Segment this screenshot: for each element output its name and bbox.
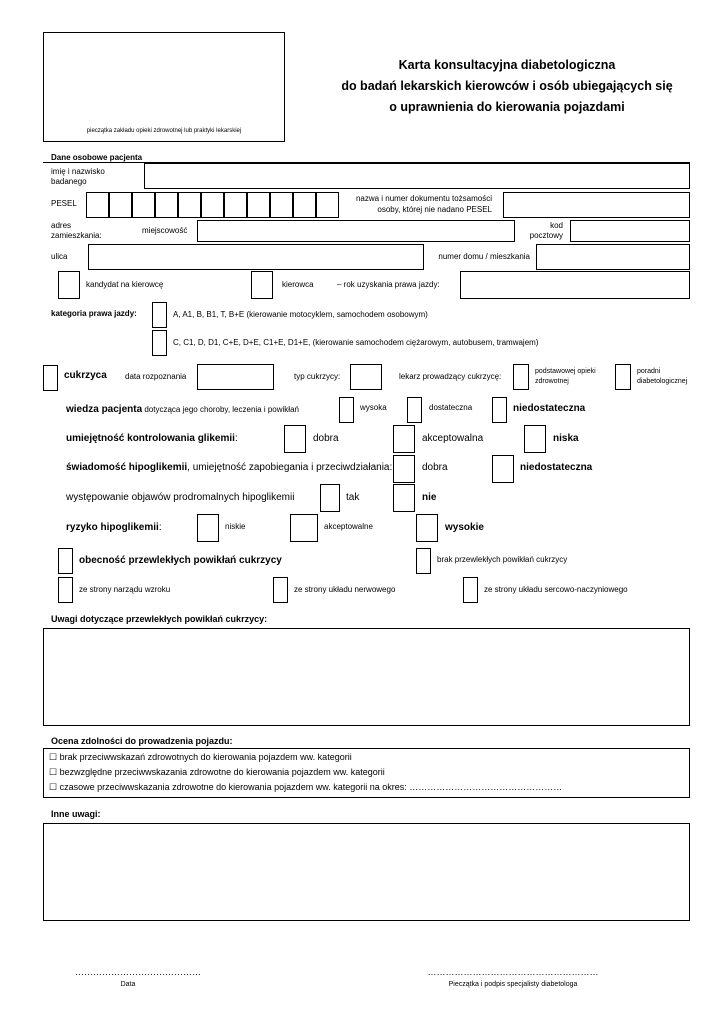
eye-label: ze strony narządu wzroku: [79, 585, 171, 594]
postal-code-field[interactable]: [570, 220, 690, 242]
driver-checkbox[interactable]: [251, 271, 273, 299]
document-label: nazwa i numer dokumentu tożsamości: [355, 194, 492, 203]
clinic-label: poradni: [637, 368, 661, 375]
house-number-field[interactable]: [536, 244, 690, 270]
license-year-field[interactable]: [460, 271, 690, 299]
glycemia-acceptable-checkbox[interactable]: [393, 425, 415, 453]
hypoglycemia-awareness-bold: świadomość hipoglikemii: [66, 462, 188, 473]
form-title-line3: o uprawnienia do kierowania pojazdami: [389, 100, 625, 114]
house-label: numer domu / mieszkania: [438, 252, 530, 261]
postal-label: kod: [550, 221, 563, 230]
cardio-label: ze strony układu sercowo-naczyniowego: [484, 585, 628, 594]
knowledge-insufficient-checkbox[interactable]: [492, 397, 507, 423]
street-field[interactable]: [88, 244, 424, 270]
pesel-digit[interactable]: [109, 192, 132, 218]
risk-low-label: niskie: [225, 522, 246, 531]
eye-checkbox[interactable]: [58, 577, 73, 603]
date-label: Data: [120, 981, 136, 988]
risk-low-checkbox[interactable]: [197, 514, 219, 542]
city-field[interactable]: [197, 220, 515, 242]
stamp-area: [43, 32, 285, 142]
category-group2-label: C, C1, D, D1, C+E, D+E, C1+E, D1+E, (kierowanie samochodem ciężarowym, autobusem, tramwajem): [173, 338, 539, 347]
knowledge-label-bold: wiedza pacjenta: [66, 404, 143, 415]
symptoms-yes-checkbox[interactable]: [320, 484, 340, 512]
other-remarks-title: Inne uwagi:: [51, 809, 101, 819]
risk-acceptable-label: akceptowalne: [324, 522, 373, 531]
document-field[interactable]: [503, 192, 690, 218]
hypoglycemia-risk-bold: ryzyko hipoglikemii: [66, 522, 159, 533]
diagnosis-date-field[interactable]: [197, 364, 274, 390]
treating-doctor-label: lekarz prowadzący cukrzycę:: [399, 372, 502, 381]
pesel-digit[interactable]: [247, 192, 270, 218]
postal-label-2: pocztowy: [529, 231, 563, 240]
primary-care-label: podstawowej opieki: [535, 368, 596, 375]
name-field[interactable]: [144, 163, 690, 189]
knowledge-label: [66, 405, 299, 415]
complications-remarks-title: Uwagi dotyczące przewlekłych powikłań cukrzycy:: [51, 614, 268, 624]
glycemia-low-label: niska: [553, 433, 579, 444]
ability-option-absolute-contraindications[interactable]: ☐ bezwzględne przeciwwskazania zdrowotne do kierowania pojazdem ww. kategorii: [49, 767, 385, 777]
glycemia-label-rest: :: [234, 433, 238, 444]
diabetes-checkbox[interactable]: [43, 365, 58, 391]
risk-high-label: wysokie: [445, 522, 484, 533]
license-category-label: kategoria prawa jazdy:: [51, 309, 137, 318]
primary-care-label-2: zdrowotnej: [535, 378, 569, 385]
category-group1-checkbox[interactable]: [152, 302, 167, 328]
glycemia-low-checkbox[interactable]: [524, 425, 546, 453]
glycemia-label-bold: umiejętność kontrolowania glikemii: [66, 433, 235, 444]
city-label: miejscowość: [142, 226, 188, 235]
hypoglycemia-risk-label: [66, 523, 162, 533]
candidate-label: kandydat na kierowcę: [86, 280, 164, 289]
hypoglycemia-awareness-rest: , umiejętność zapobiegania i przeciwdziałania:: [187, 462, 393, 473]
category-group2-checkbox[interactable]: [152, 330, 167, 356]
form-title-line1: Karta konsultacyjna diabetologiczna: [398, 58, 616, 72]
diagnosis-date-label: data rozpoznania: [125, 372, 187, 381]
document-label-2: osoby, której nie nadano PESEL: [377, 205, 492, 214]
clinic-label-2: diabetologicznej: [637, 378, 688, 385]
pesel-digit[interactable]: [270, 192, 293, 218]
diabetes-type-label: typ cukrzycy:: [294, 372, 341, 381]
primary-care-checkbox[interactable]: [513, 364, 529, 390]
knowledge-insufficient-label: niedostateczna: [513, 403, 586, 414]
personal-section-title: Dane osobowe pacjenta: [51, 153, 143, 162]
diabetes-type-field[interactable]: [350, 364, 382, 390]
ability-option-temporary-contraindications[interactable]: ☐ czasowe przeciwwskazania zdrowotne do kierowania pojazdem ww. kategorii na okres: ……………………………………………: [49, 782, 563, 792]
pesel-digit[interactable]: [178, 192, 201, 218]
cardio-checkbox[interactable]: [463, 577, 478, 603]
complications-remarks-field[interactable]: [43, 628, 690, 726]
hypoglycemia-risk-rest: :: [158, 522, 162, 533]
specialist-signature-line[interactable]: …………………………………………………: [427, 967, 599, 977]
awareness-insufficient-checkbox[interactable]: [492, 455, 514, 483]
address-label-2: zamieszkania:: [51, 231, 102, 240]
address-label: adres: [51, 221, 72, 230]
complications-present-checkbox[interactable]: [58, 548, 73, 574]
prodromal-symptoms-label: występowanie objawów prodromalnych hipoglikemii: [66, 492, 295, 503]
category-group1-label: A, A1, B, B1, T, B+E (kierowanie motocyklem, samochodem osobowym): [173, 310, 428, 319]
complications-absent-checkbox[interactable]: [416, 548, 431, 574]
stamp-caption: pieczątka zakładu opieki zdrowotnej lub praktyki lekarskiej: [86, 128, 242, 134]
driver-label: kierowca: [282, 280, 314, 289]
symptoms-no-checkbox[interactable]: [393, 484, 415, 512]
knowledge-high-label: wysoka: [360, 403, 387, 412]
complications-present-label: obecność przewlekłych powikłań cukrzycy: [79, 555, 282, 566]
awareness-insufficient-label: niedostateczna: [520, 462, 593, 473]
knowledge-sufficient-checkbox[interactable]: [407, 397, 422, 423]
symptoms-yes-label: tak: [346, 492, 360, 503]
pesel-digit[interactable]: [224, 192, 247, 218]
diabetes-label: cukrzyca: [64, 370, 107, 381]
risk-high-checkbox[interactable]: [416, 514, 438, 542]
nerve-label: ze strony układu nerwowego: [294, 585, 396, 594]
knowledge-label-rest: dotycząca jego choroby, leczenia i powikłań: [142, 405, 299, 414]
pesel-digit[interactable]: [86, 192, 109, 218]
form-title-line2: do badań lekarskich kierowców i osób ubiegających się: [341, 79, 673, 93]
glycemia-good-checkbox[interactable]: [284, 425, 306, 453]
license-year-label: – rok uzyskania prawa jazdy:: [337, 280, 440, 289]
name-label-2: badanego: [51, 177, 87, 186]
knowledge-sufficient-label: dostateczna: [429, 403, 473, 412]
glycemia-label: [66, 434, 238, 444]
glycemia-good-label: dobra: [313, 433, 339, 444]
street-label: ulica: [51, 252, 68, 261]
awareness-good-checkbox[interactable]: [393, 455, 415, 483]
ability-option-no-contraindications[interactable]: ☐ brak przeciwwskazań zdrowotnych do kierowania pojazdem ww. kategorii: [49, 752, 352, 762]
date-signature-line[interactable]: ……………………………………: [75, 967, 201, 977]
pesel-digit[interactable]: [155, 192, 178, 218]
symptoms-no-label: nie: [422, 492, 437, 503]
specialist-signature-label: Pieczątka i podpis specjalisty diabetologa: [448, 981, 578, 988]
pesel-digit[interactable]: [201, 192, 224, 218]
pesel-digit[interactable]: [132, 192, 155, 218]
ability-title: Ocena zdolności do prowadzenia pojazdu:: [51, 736, 233, 746]
knowledge-high-checkbox[interactable]: [339, 397, 354, 423]
pesel-label: PESEL: [51, 199, 77, 208]
nerve-checkbox[interactable]: [273, 577, 288, 603]
complications-absent-label: brak przewlekłych powikłań cukrzycy: [437, 555, 568, 564]
awareness-good-label: dobra: [422, 462, 448, 473]
risk-acceptable-checkbox[interactable]: [290, 514, 318, 542]
glycemia-acceptable-label: akceptowalna: [422, 433, 484, 444]
name-label: imię i nazwisko: [51, 167, 105, 176]
clinic-checkbox[interactable]: [615, 364, 631, 390]
hypoglycemia-awareness-label: [66, 463, 392, 473]
candidate-checkbox[interactable]: [58, 271, 80, 299]
other-remarks-field[interactable]: [43, 823, 690, 921]
